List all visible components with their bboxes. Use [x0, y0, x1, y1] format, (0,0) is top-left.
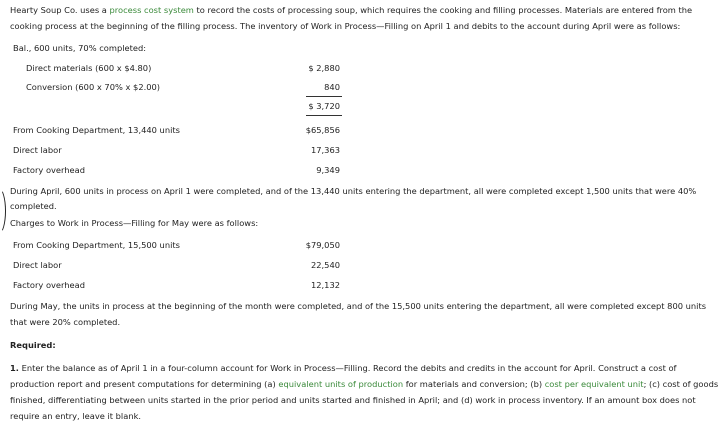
intro-text: to record the costs of processing soup, which requires the cooking and filling processes. Materials are entered from the: [193, 5, 693, 15]
required-line-4: require an entry, leave it blank.: [10, 411, 142, 421]
conversion-label: Conversion (600 x 70% x $2.00): [26, 82, 161, 92]
cost-per-equivalent-unit-link[interactable]: cost per equivalent unit: [544, 379, 644, 389]
margin-bracket: [0, 188, 6, 234]
balance-total-value: $ 3,720: [308, 101, 340, 111]
april-direct-labor-value: 17,363: [310, 145, 340, 155]
required-line-2: [10, 379, 718, 389]
may-note-line-2: that were 20% completed.: [10, 317, 121, 327]
question-number: 1.: [10, 363, 19, 373]
may-overhead-value: 12,132: [310, 280, 340, 290]
april-from-cooking-label: From Cooking Department, 13,440 units: [13, 125, 180, 135]
may-from-cooking-value: $79,050: [305, 240, 340, 250]
direct-materials-label: Direct materials (600 x $4.80): [26, 63, 152, 73]
required-line-3: finished, differentiating between units started in the prior period and units started and finished in April; and (d) work in process inventory. If an amount box does not: [10, 395, 696, 405]
may-direct-labor-label: Direct labor: [13, 260, 62, 270]
intro-line-1: [10, 5, 692, 15]
balance-label: Bal., 600 units, 70% completed:: [13, 43, 147, 53]
required-line-1: [10, 363, 676, 373]
may-overhead-label: Factory overhead: [13, 280, 86, 290]
required-heading: Required:: [10, 340, 56, 350]
direct-materials-value: $ 2,880: [308, 63, 340, 73]
required-text: production report and present computations for determining (a): [10, 379, 279, 389]
required-text: for materials and conversion; (b): [403, 379, 545, 389]
may-note-line-1: During May, the units in process at the beginning of the month were completed, and of the 15,500 units entering the department, all were completed except 800 units: [10, 301, 707, 311]
total-rule: [306, 96, 342, 97]
intro-text: Hearty Soup Co. uses a: [10, 5, 110, 15]
may-heading: Charges to Work in Process—Filling for May were as follows:: [10, 218, 259, 228]
equivalent-units-link[interactable]: equivalent units of production: [278, 379, 404, 389]
april-note-line-2: completed.: [10, 201, 57, 211]
may-from-cooking-label: From Cooking Department, 15,500 units: [13, 240, 180, 250]
total-underline: [306, 115, 342, 116]
conversion-value: 840: [324, 82, 340, 92]
april-from-cooking-value: $65,856: [305, 125, 340, 135]
april-overhead-value: 9,349: [316, 165, 340, 175]
process-cost-system-link[interactable]: process cost system: [109, 5, 194, 15]
required-text: ; (c) cost of goods: [643, 379, 718, 389]
april-note-line-1: During April, 600 units in process on April 1 were completed, and of the 13,440 units entering the department, all were completed except 1,500 units that were 40%: [10, 186, 697, 196]
april-overhead-label: Factory overhead: [13, 165, 86, 175]
intro-line-2: cooking process at the beginning of the filling process. The inventory of Work in Process—Filling on April 1 and debits to the account during April were as follows:: [10, 21, 681, 31]
may-direct-labor-value: 22,540: [310, 260, 340, 270]
april-direct-labor-label: Direct labor: [13, 145, 62, 155]
required-text: Enter the balance as of April 1 in a four-column account for Work in Process—Filling. Record the debits and credits in the account for April. Construct a cost of: [18, 363, 677, 373]
